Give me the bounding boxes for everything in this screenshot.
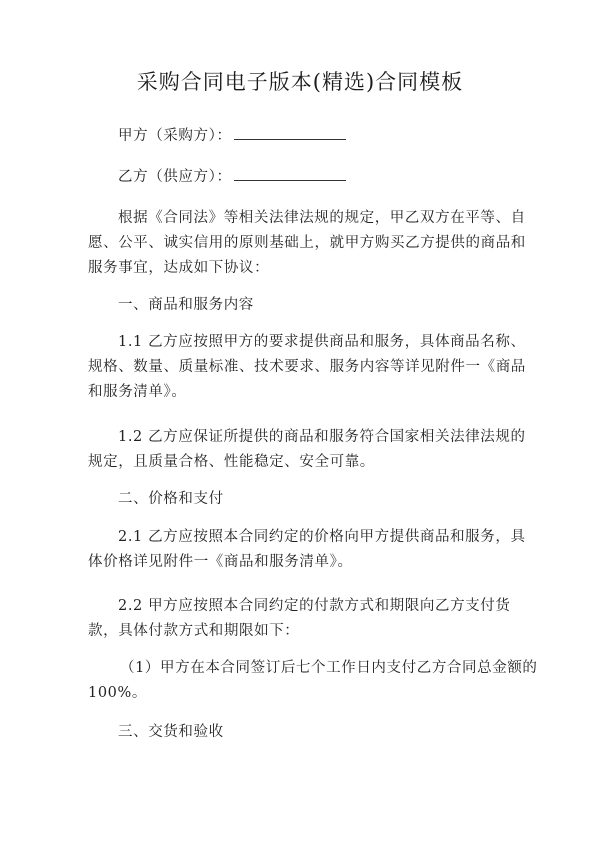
party-b-line [118,165,346,186]
preamble-line: 服务事宜，达成如下协议： [88,260,270,276]
section-heading: 一、商品和服务内容 [118,297,254,313]
list-item-line: （1）甲方在本合同签订后七个工作日内支付乙方合同总金额的 [120,660,538,676]
clause-line: 2.2 甲方应按照本合同约定的付款方式和期限向乙方支付货 [118,598,511,614]
clause-line: 和服务清单》。 [88,384,187,400]
clause-line: 2.1 乙方应按照本合同约定的价格向甲方提供商品和服务，具 [118,529,526,545]
clause-line: 规定，且质量合格、性能稳定、安全可靠。 [88,454,375,470]
section-heading: 二、价格和支付 [118,491,224,507]
party-a-line [118,124,346,145]
preamble-line: 根据《合同法》等相关法律法规的规定，甲乙双方在平等、自 [118,210,526,226]
party-b-label: 乙方（供应方）： [118,169,232,185]
clause-line: 1.1 乙方应按照甲方的要求提供商品和服务，具体商品名称、 [118,334,526,350]
clause-line: 款，具体付款方式和期限如下： [88,623,300,639]
clause-line: 规格、数量、质量标准、技术要求、服务内容等详见附件一《商品 [88,359,526,375]
section-heading: 三、交货和验收 [118,724,224,740]
party-b-blank[interactable] [234,166,346,181]
clause-line: 体价格详见附件一《商品和服务清单》。 [88,554,353,570]
party-a-label: 甲方（采购方）： [118,128,232,144]
list-item-line: 100%。 [88,685,147,701]
document-title: 采购合同电子版本(精选)合同模板 [136,70,464,94]
preamble-line: 愿、公平、诚实信用的原则基础上，就甲方购买乙方提供的商品和 [88,235,526,251]
party-a-blank[interactable] [234,125,346,140]
clause-line: 1.2 乙方应保证所提供的商品和服务符合国家相关法律法规的 [118,429,526,445]
